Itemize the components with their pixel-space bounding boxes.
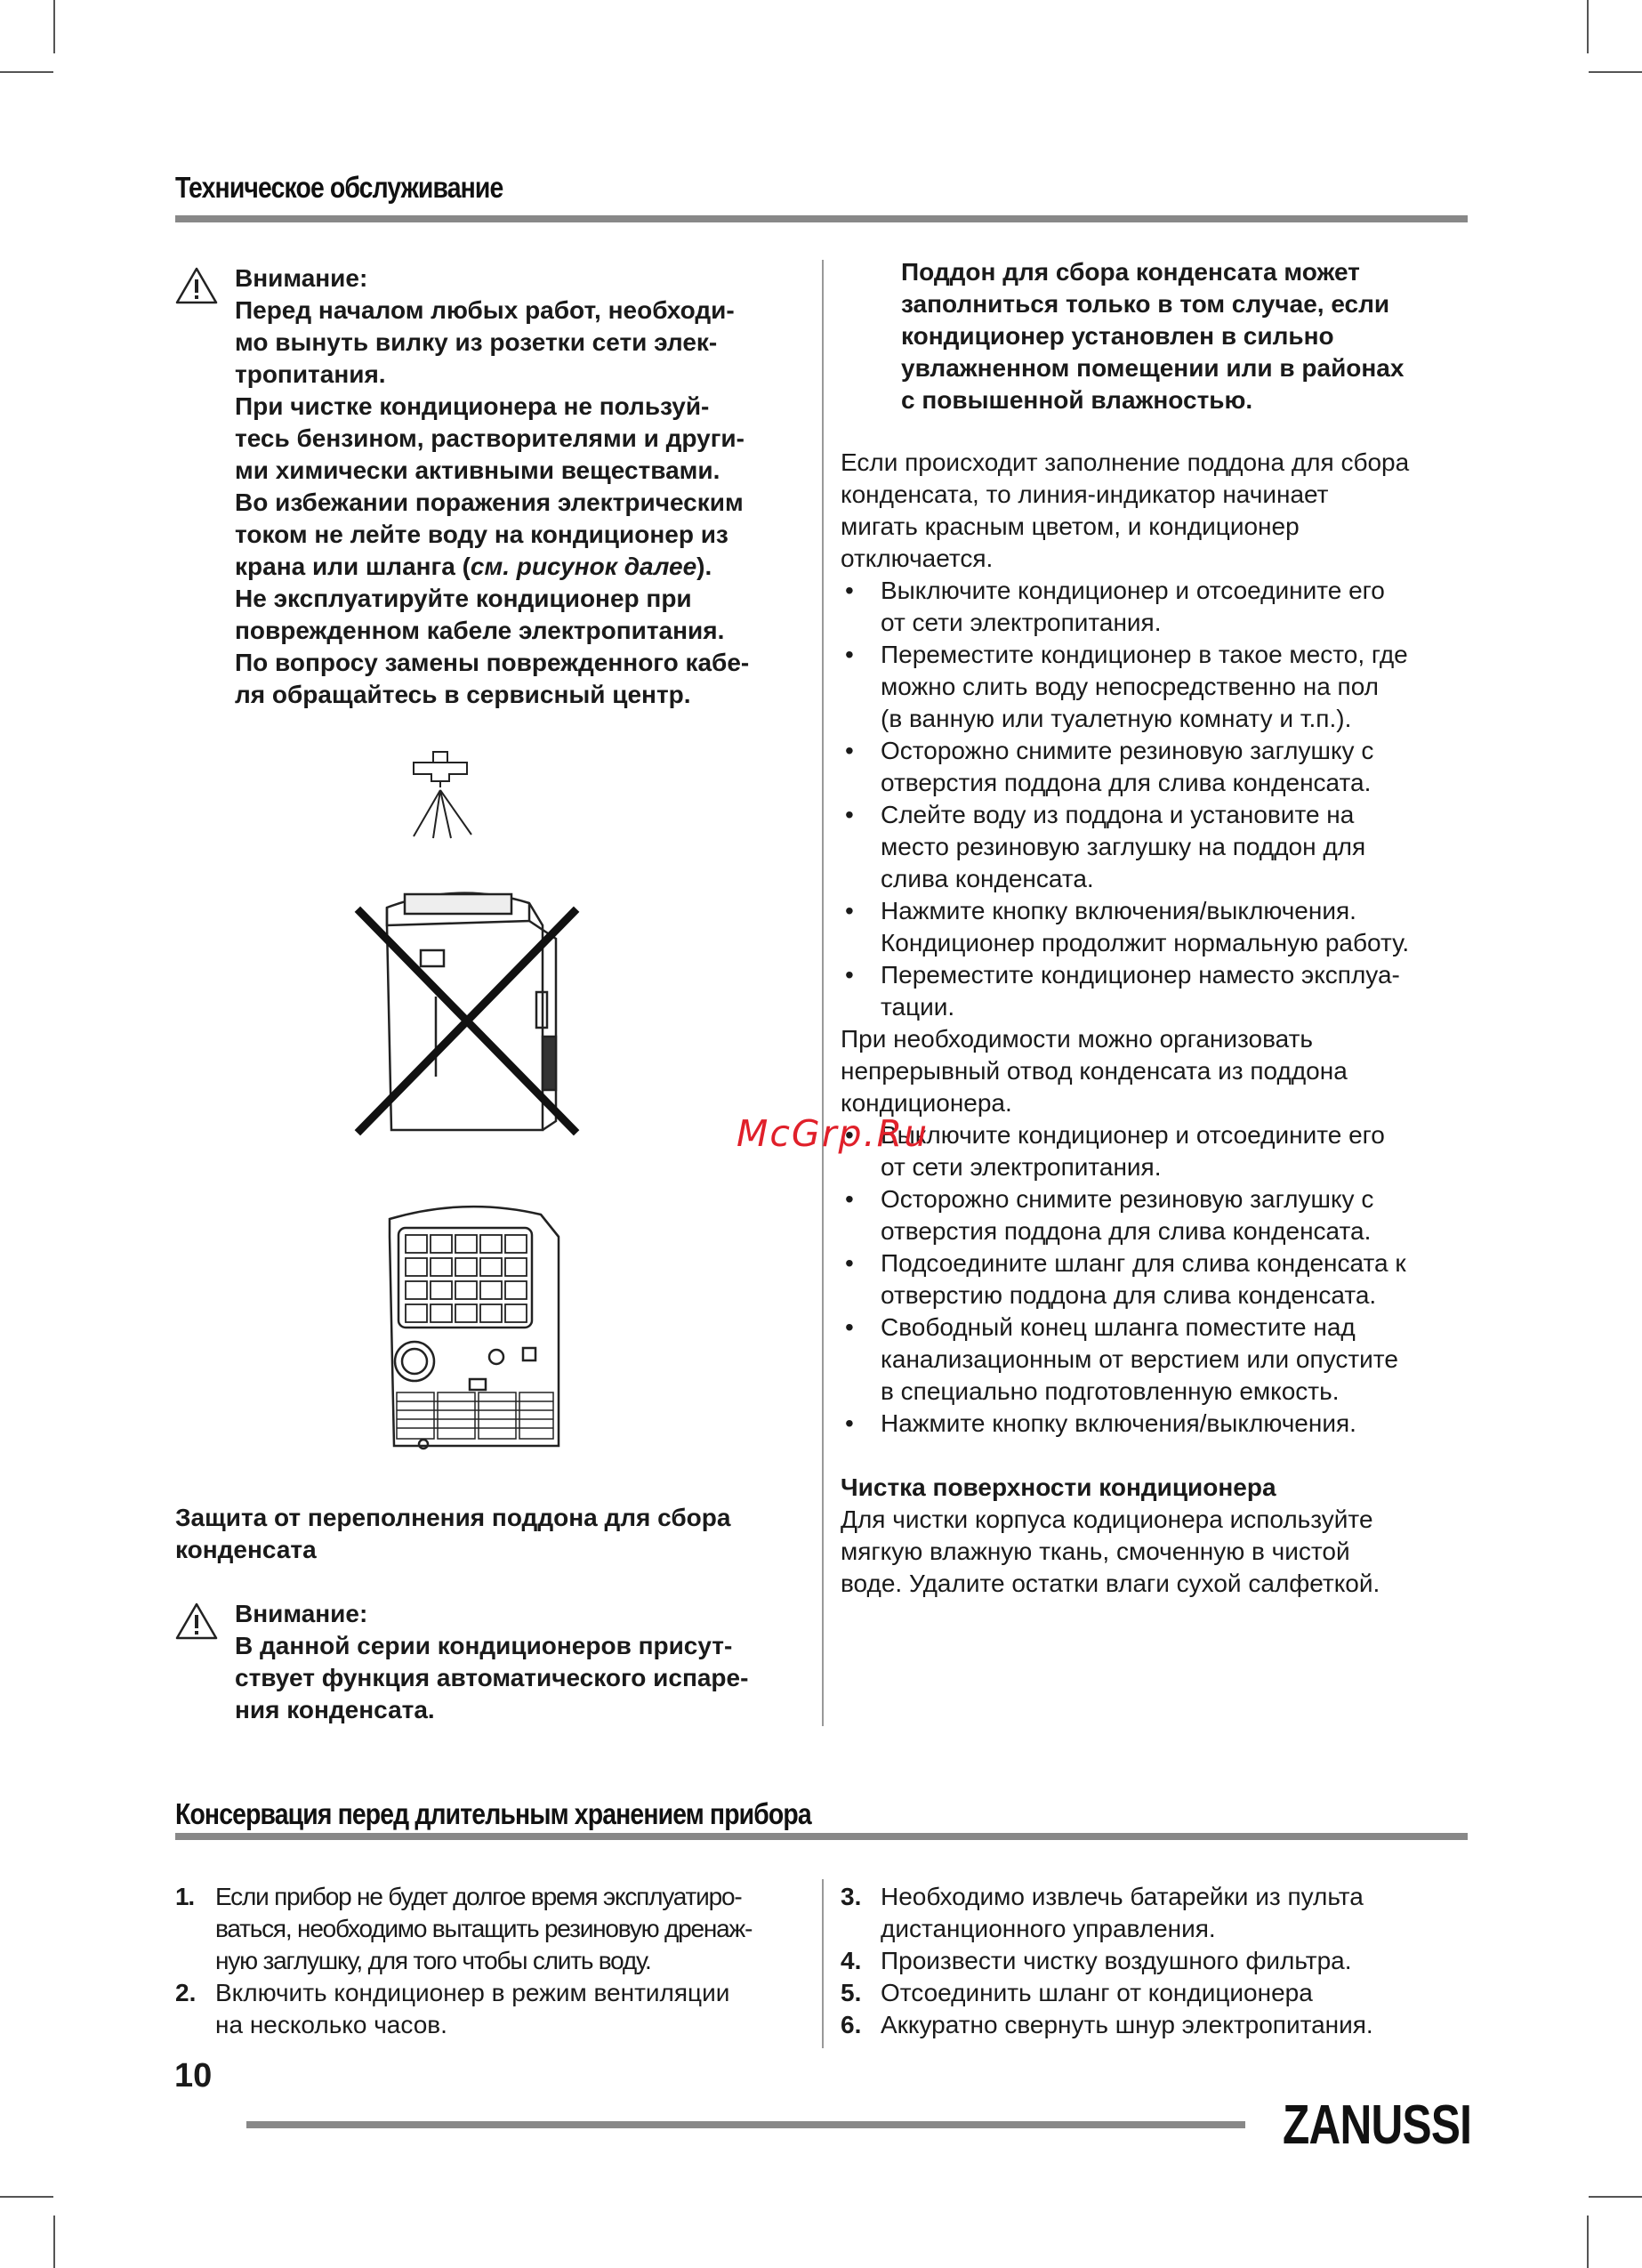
faucet-icon	[414, 752, 471, 838]
crop-mark	[1587, 2216, 1589, 2268]
column-divider	[822, 1879, 824, 2048]
overflow-protection-heading: конденсата	[175, 1536, 317, 1563]
list-item	[841, 575, 1468, 639]
watermark: McGrp.Ru	[736, 1112, 930, 1155]
list-item	[841, 1408, 1468, 1440]
text-line: мягкую влажную ткань, смоченную в чистой	[841, 1538, 1350, 1565]
crop-mark	[53, 2216, 55, 2268]
figure-reference: см. рисунок далее	[470, 553, 697, 580]
illustration-no-water	[351, 739, 592, 1139]
list-item	[841, 1247, 1468, 1312]
storage-left-column	[175, 1881, 811, 2041]
text-line: мигать красным цветом, и кондиционер	[841, 513, 1300, 540]
item-number: 4.	[841, 1947, 862, 1974]
section-rule	[175, 1833, 1468, 1840]
storage-right-column	[841, 1881, 1468, 2041]
overflow-protection-heading: Защита от переполнения поддона для сбора	[175, 1504, 731, 1531]
text-line: • Осторожно снимите резиновую заглушку с	[881, 737, 1374, 764]
warning-block-power	[175, 262, 807, 711]
text-line: • Выключите кондиционер и отсоедините его	[881, 577, 1385, 604]
bold-note	[841, 256, 1468, 416]
column-divider	[822, 260, 824, 1726]
text-line: можно слить воду непосредственно на пол	[881, 673, 1379, 700]
warning-line: Перед началом любых работ, необходи-	[235, 296, 735, 324]
text-line: • Переместите кондиционер в такое место, где	[881, 641, 1408, 668]
warning-label: Внимание:	[235, 1600, 368, 1627]
section-title-storage: Консервация перед длительным хранением прибора	[175, 1797, 811, 1830]
item-number: 6.	[841, 2011, 862, 2038]
note-line: Поддон для сбора конденсата может	[901, 258, 1360, 286]
text-line: Произвести чистку воздушного фильтра.	[881, 1947, 1352, 1974]
text-line: • Нажмите кнопку включения/выключения.	[881, 897, 1356, 924]
text-line: (в ванную или туалетную комнату и т.п.).	[881, 705, 1352, 732]
crop-mark	[53, 0, 55, 53]
text-line: При необходимости можно организовать	[841, 1025, 1314, 1053]
text-line: Для чистки корпуса кодиционера используйте	[841, 1505, 1373, 1533]
page-number: 10	[174, 2057, 213, 2094]
warning-line	[235, 551, 807, 583]
warning-line: тропитания.	[235, 360, 386, 388]
list-item	[175, 1881, 811, 1977]
item-number: 1.	[175, 1883, 194, 1910]
text-line: ваться, необходимо вытащить резиновую дренаж-	[215, 1915, 753, 1942]
crop-mark	[1589, 71, 1642, 73]
list-item	[841, 639, 1468, 735]
text-line: на несколько часов.	[215, 2011, 447, 2038]
left-column	[175, 262, 807, 711]
illustration-ac-back	[381, 1192, 572, 1459]
text-line: • Подсоедините шланг для слива конденсата к	[881, 1249, 1406, 1277]
text-line: Отсоединить шланг от кондиционера	[881, 1979, 1313, 2006]
text-line: ную заглушку, для того чтобы слить воду.	[215, 1947, 651, 1974]
list-item	[841, 1945, 1468, 1977]
note-line: увлажненном помещении или в районах	[901, 354, 1405, 382]
text-line: • Осторожно снимите резиновую заглушку с	[881, 1185, 1374, 1213]
warning-line: При чистке кондиционера не пользуй-	[235, 392, 710, 420]
text-line: в специально подготовленную емкость.	[881, 1377, 1340, 1405]
text-line: • Выключите кондиционер и отсоедините его	[881, 1121, 1385, 1149]
crop-mark	[1589, 2196, 1642, 2198]
air-conditioner-back-icon	[390, 1207, 559, 1449]
text-line: Если прибор не будет долгое время эксплуатиро-	[215, 1883, 742, 1910]
warning-line: ля обращайтесь в сервисный центр.	[235, 681, 691, 708]
text-line: отверстию поддона для слива конденсата.	[881, 1281, 1377, 1309]
warning-line: током не лейте воду на кондиционер из	[235, 521, 728, 548]
text-line: от сети электропитания.	[881, 1153, 1162, 1181]
warning-line: мо вынуть вилку из розетки сети элек-	[235, 328, 718, 356]
note-line: с повышенной влажностью.	[901, 386, 1253, 414]
text-line: Если происходит заполнение поддона для сбора	[841, 448, 1410, 476]
list-item	[841, 959, 1468, 1023]
footer-rule	[246, 2121, 1245, 2128]
text-line: Необходимо извлечь батарейки из пульта	[881, 1883, 1364, 1910]
brand-logo: ZANUSSI	[1283, 2094, 1472, 2156]
item-number: 2.	[175, 1979, 197, 2006]
text-line: • Переместите кондиционер наместо эксплуа-	[881, 961, 1400, 989]
warning-triangle-icon	[175, 266, 218, 305]
section-title-maintenance: Техническое обслуживание	[175, 171, 503, 204]
text-line: Кондиционер продолжит нормальную работу.	[881, 929, 1410, 956]
text-line: от сети электропитания.	[881, 609, 1162, 636]
warning-line: ствует функция автоматического испаре-	[235, 1664, 749, 1691]
list-item	[841, 895, 1468, 959]
warning-line: В данной серии кондиционеров присут-	[235, 1632, 733, 1659]
warning-line: поврежденном кабеле электропитания.	[235, 617, 725, 644]
text-line: тации.	[881, 993, 955, 1021]
text-line: слива конденсата.	[881, 865, 1094, 892]
cleaning-heading: Чистка поверхности кондиционера	[841, 1473, 1276, 1501]
text-line: Включить кондиционер в режим вентиляции	[215, 1979, 730, 2006]
warning-line: ми химически активными веществами.	[235, 456, 720, 484]
crop-mark	[0, 71, 53, 73]
list-item	[841, 2009, 1468, 2041]
text-line: дистанционного управления.	[881, 1915, 1216, 1942]
crop-mark	[0, 2196, 53, 2198]
warning-line: Во избежании поражения электрическим	[235, 488, 744, 516]
text-line: Аккуратно свернуть шнур электропитания.	[881, 2011, 1373, 2038]
text-line: канализационным от верстием или опустите	[881, 1345, 1398, 1373]
text-line: • Слейте воду из поддона и установите на	[881, 801, 1355, 828]
list-item	[841, 1881, 1468, 1945]
warning-line: ния конденсата.	[235, 1696, 435, 1723]
warning-line: тесь бензином, растворителями и други-	[235, 424, 745, 452]
warning-line: Не эксплуатируйте кондиционер при	[235, 585, 692, 612]
text-line: • Свободный конец шланга поместите над	[881, 1313, 1356, 1341]
right-column	[841, 256, 1468, 1600]
text-line: отверстия поддона для слива конденсата.	[881, 1217, 1372, 1245]
bullet-list-drain	[841, 575, 1468, 1023]
warning-text: ).	[696, 553, 712, 580]
intro-paragraph	[841, 447, 1468, 575]
text-line: воде. Удалите остатки влаги сухой салфеткой.	[841, 1570, 1380, 1597]
warning-block-evaporation	[175, 1598, 807, 1726]
warning-line: По вопросу замены поврежденного кабе-	[235, 649, 750, 676]
warning-triangle-icon	[175, 1602, 218, 1641]
note-line: заполниться только в том случае, если	[901, 290, 1390, 318]
text-line: непрерывный отвод конденсата из поддона	[841, 1057, 1348, 1085]
list-item	[841, 1977, 1468, 2009]
left-column-lower	[175, 1502, 807, 1726]
crop-mark	[1587, 0, 1589, 53]
item-number: 5.	[841, 1979, 862, 2006]
list-item	[175, 1977, 811, 2041]
bullet-list-continuous	[841, 1119, 1468, 1440]
text-line: место резиновую заглушку на поддон для	[881, 833, 1366, 860]
cleaning-paragraph	[841, 1504, 1468, 1600]
continuous-drain-paragraph	[841, 1023, 1468, 1119]
note-line: кондиционер установлен в сильно	[901, 322, 1334, 350]
warning-text: крана или шланга (	[235, 553, 471, 580]
list-item	[841, 1119, 1468, 1183]
text-line: кондиционера.	[841, 1089, 1012, 1117]
list-item	[841, 1312, 1468, 1408]
warning-label: Внимание:	[235, 264, 368, 292]
text-line: • Нажмите кнопку включения/выключения.	[881, 1409, 1356, 1437]
item-number: 3.	[841, 1883, 862, 1910]
list-item	[841, 1183, 1468, 1247]
text-line: конденсата, то линия-индикатор начинает	[841, 480, 1329, 508]
list-item	[841, 799, 1468, 895]
text-line: отверстия поддона для слива конденсата.	[881, 769, 1372, 796]
list-item	[841, 735, 1468, 799]
section-rule	[175, 215, 1468, 222]
text-line: отключается.	[841, 545, 994, 572]
